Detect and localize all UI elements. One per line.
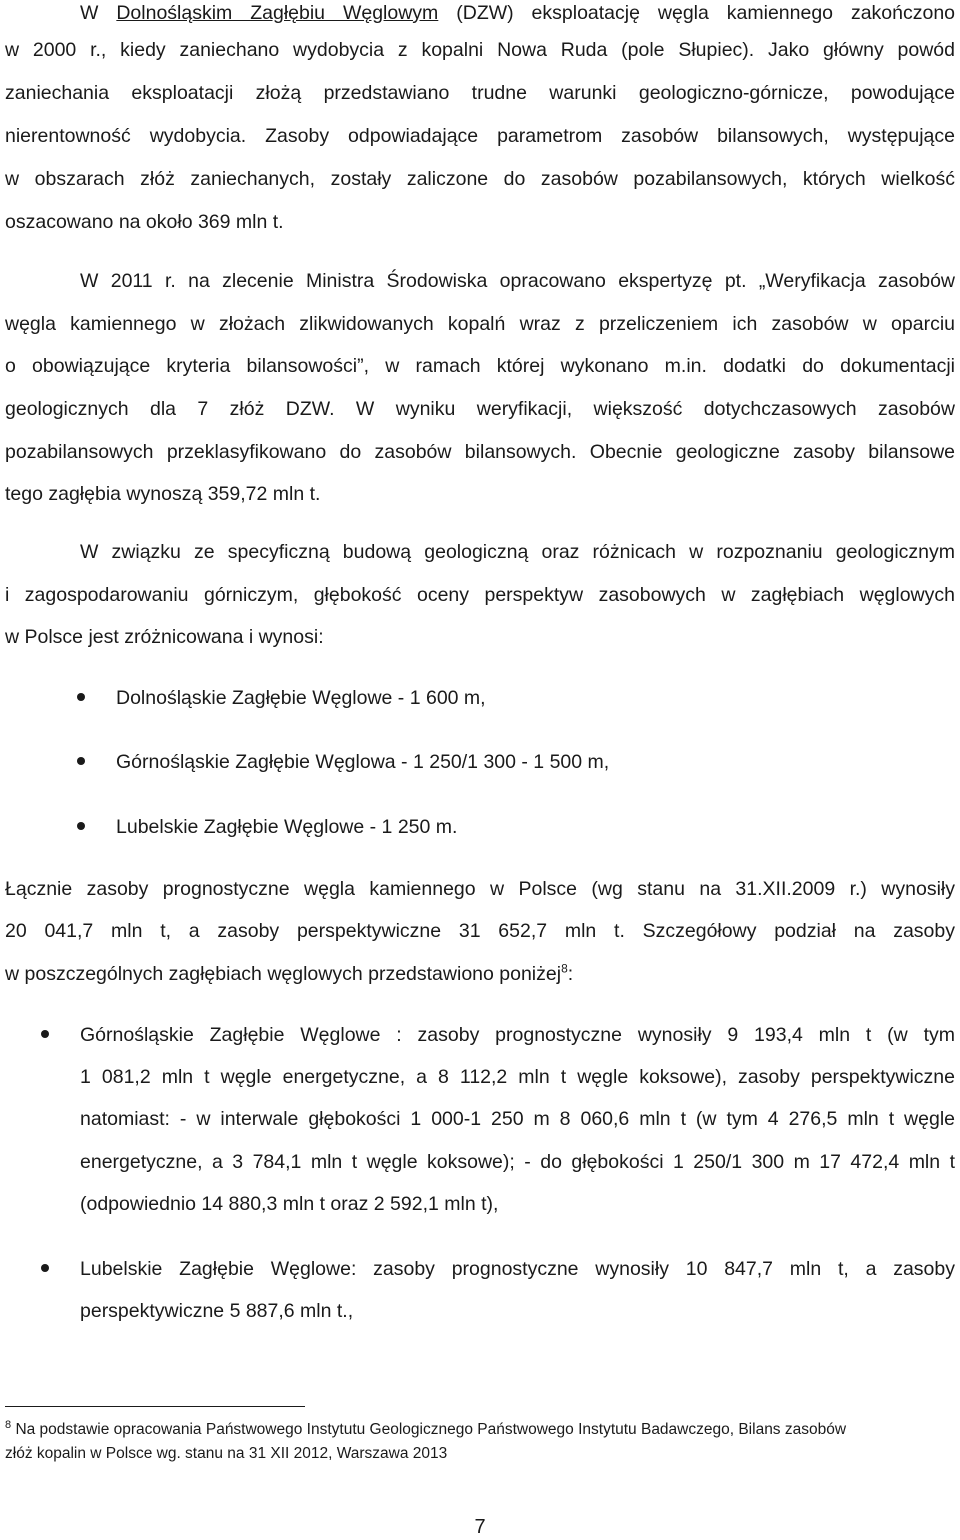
depth-list-item-3: Lubelskie Zagłębie Węglowe - 1 250 m. xyxy=(116,816,458,838)
paragraph-1-line-2: w 2000 r., kiedy zaniechano wydobycia z kopalni Nowa Ruda (pole Słupiec). Jako główny powód xyxy=(5,39,955,61)
basin-list-item-1-line-2: 1 081,2 mln t węgle energetyczne, a 8 112,2 mln t węgle koksowe), zasoby perspektywiczne xyxy=(80,1066,955,1088)
depth-list-item-1: Dolnośląskie Zagłębie Węglowe - 1 600 m, xyxy=(116,687,486,709)
basin-list-item-2-line-1: Lubelskie Zagłębie Węglowe: zasoby prognostyczne wynosiły 10 847,7 mln t, a zasoby xyxy=(80,1258,955,1280)
footnote-marker: 8 xyxy=(5,1418,12,1431)
bullet-icon xyxy=(41,1264,49,1272)
paragraph-4-line-1: Łącznie zasoby prognostyczne węgla kamiennego w Polsce (wg stanu na 31.XII.2009 r.) wynosiły xyxy=(5,878,955,900)
footnote-reference[interactable]: 8 xyxy=(561,961,568,976)
basin-list-item-1-line-5: (odpowiednio 14 880,3 mln t oraz 2 592,1 mln t), xyxy=(80,1193,499,1215)
paragraph-2-line-4: geologicznych dla 7 złóż DZW. W wyniku weryfikacji, większość dotychczasowych zasobów xyxy=(5,398,955,420)
paragraph-1-line-4: nierentowność wydobycia. Zasoby odpowiadające parametrom zasobów bilansowych, występujące xyxy=(5,125,955,147)
basin-list-item-1-line-3: natomiast: - w interwale głębokości 1 000-1 250 m 8 060,6 mln t (w tym 4 276,5 mln t węgle xyxy=(80,1108,955,1130)
paragraph-1-line-3: zaniechania eksploatacji złożą przedstawiano trudne warunki geologiczno-górnicze, powodujące xyxy=(5,82,955,104)
paragraph-2-line-2: węgla kamiennego w złożach zlikwidowanych kopalń wraz z przeliczeniem ich zasobów w oparciu xyxy=(5,313,955,335)
text-run: W xyxy=(80,2,117,24)
footnote-text-line-1: Na podstawie opracowania Państwowego Instytutu Geologicznego Państwowego Instytutu Badawczego, Bilans zasobów xyxy=(15,1421,847,1438)
paragraph-2-line-1: W 2011 r. na zlecenie Ministra Środowiska opracowano ekspertyzę pt. „Weryfikacja zasobów xyxy=(80,270,955,292)
paragraph-4-line-3 xyxy=(5,961,955,987)
bullet-icon xyxy=(77,757,85,765)
dzw-link[interactable]: Dolnośląskim Zagłębiu Węglowym xyxy=(116,2,439,24)
bullet-icon xyxy=(41,1030,49,1038)
depth-list-item-2: Górnośląskie Zagłębie Węglowa - 1 250/1 300 - 1 500 m, xyxy=(116,751,610,773)
paragraph-1-line-5: w obszarach złóż zaniechanych, zostały zaliczone do zasobów pozabilansowych, których wielkość xyxy=(5,168,955,190)
basin-list-item-2-line-2: perspektywiczne 5 887,6 mln t., xyxy=(80,1300,354,1322)
paragraph-3-line-2: i zagospodarowaniu górniczym, głębokość oceny perspektyw zasobowych w zagłębiach węglowych xyxy=(5,584,955,606)
paragraph-3-line-1: W związku ze specyficzną budową geologiczną oraz różnicach w rozpoznaniu geologicznym xyxy=(80,541,955,563)
paragraph-1-line-1 xyxy=(80,0,955,26)
bullet-icon xyxy=(77,693,85,701)
footnote-separator xyxy=(5,1406,305,1407)
bullet-icon xyxy=(77,822,85,830)
footnote xyxy=(5,1420,955,1440)
paragraph-4-line-2: 20 041,7 mln t, a zasoby perspektywiczne 31 652,7 mln t. Szczegółowy podział na zasoby xyxy=(5,920,955,942)
paragraph-1-line-6: oszacowano na około 369 mln t. xyxy=(5,211,284,233)
paragraph-2-line-5: pozabilansowych przeklasyfikowano do zasobów bilansowych. Obecnie geologiczne zasoby bilansowe xyxy=(5,441,955,463)
text-run: w poszczególnych zagłębiach węglowych przedstawiono poniżej xyxy=(5,963,562,985)
basin-list-item-1-line-4: energetyczne, a 3 784,1 mln t węgle koksowe); - do głębokości 1 250/1 300 m 17 472,4 mln t xyxy=(80,1151,955,1173)
text-run: (DZW) eksploatację węgla kamiennego zakończono xyxy=(438,2,956,24)
paragraph-3-line-3: w Polsce jest zróżnicowana i wynosi: xyxy=(5,626,324,648)
page-number: 7 xyxy=(474,1516,486,1538)
basin-list-item-1-line-1: Górnośląskie Zagłębie Węglowe : zasoby prognostyczne wynosiły 9 193,4 mln t (w tym xyxy=(80,1024,955,1046)
paragraph-2-line-3: o obowiązujące kryteria bilansowości”, w ramach której wykonano m.in. dodatki do dokumentacji xyxy=(5,355,955,377)
text-run: : xyxy=(567,963,574,985)
footnote-text-line-2: złóż kopalin w Polsce wg. stanu na 31 XII 2012, Warszawa 2013 xyxy=(5,1445,448,1462)
paragraph-2-line-6: tego zagłębia wynoszą 359,72 mln t. xyxy=(5,483,321,505)
